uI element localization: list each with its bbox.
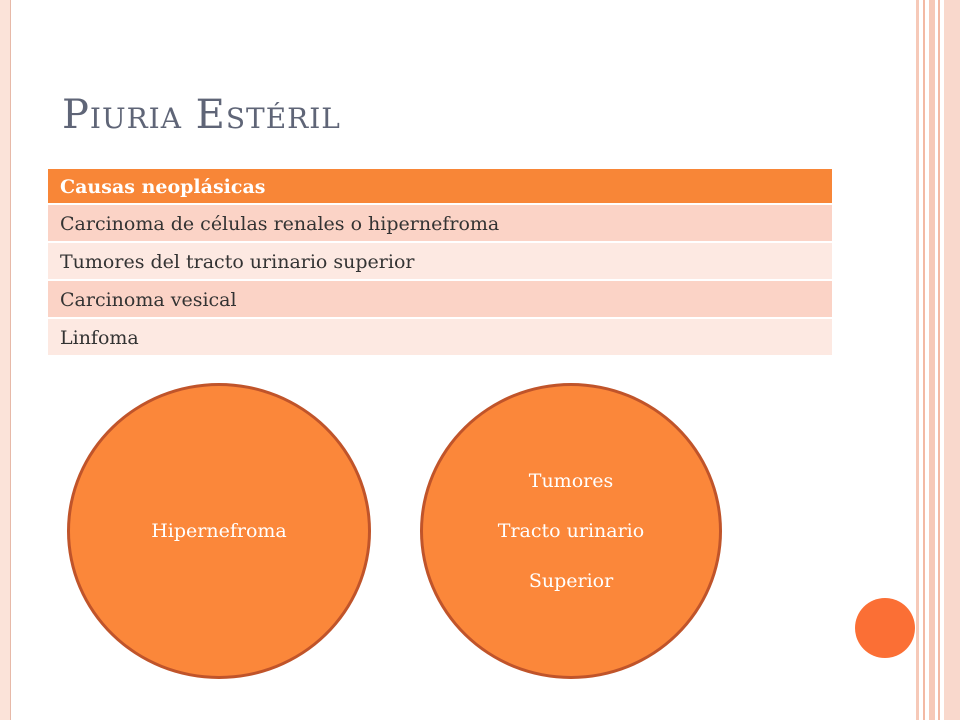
- tumores-circle: [420, 383, 722, 679]
- table-row: Carcinoma vesical: [48, 281, 832, 319]
- circle-label: Hipernefroma: [151, 520, 287, 542]
- right-decorative-stripes: [916, 0, 960, 720]
- hipernefroma-circle: [67, 383, 371, 679]
- circle-label-line: Tracto urinario: [497, 520, 645, 542]
- table-row: Carcinoma de células renales o hipernefroma: [48, 205, 832, 243]
- circle-label-line: Tumores: [528, 470, 614, 492]
- left-border-strip: [0, 0, 10, 720]
- table-header: Causas neoplásicas: [48, 169, 832, 205]
- slide-title: Piuria Estéril: [62, 92, 341, 138]
- stripe: [938, 0, 940, 720]
- table-row: Linfoma: [48, 319, 832, 357]
- stripe: [923, 0, 925, 720]
- neoplastic-causes-table: [48, 169, 832, 357]
- circle-label-line: Superior: [528, 570, 614, 592]
- stripe: [944, 0, 960, 720]
- stripe: [916, 0, 919, 720]
- decorative-dot: [855, 598, 915, 658]
- table-row: Tumores del tracto urinario superior: [48, 243, 832, 281]
- stripe: [929, 0, 935, 720]
